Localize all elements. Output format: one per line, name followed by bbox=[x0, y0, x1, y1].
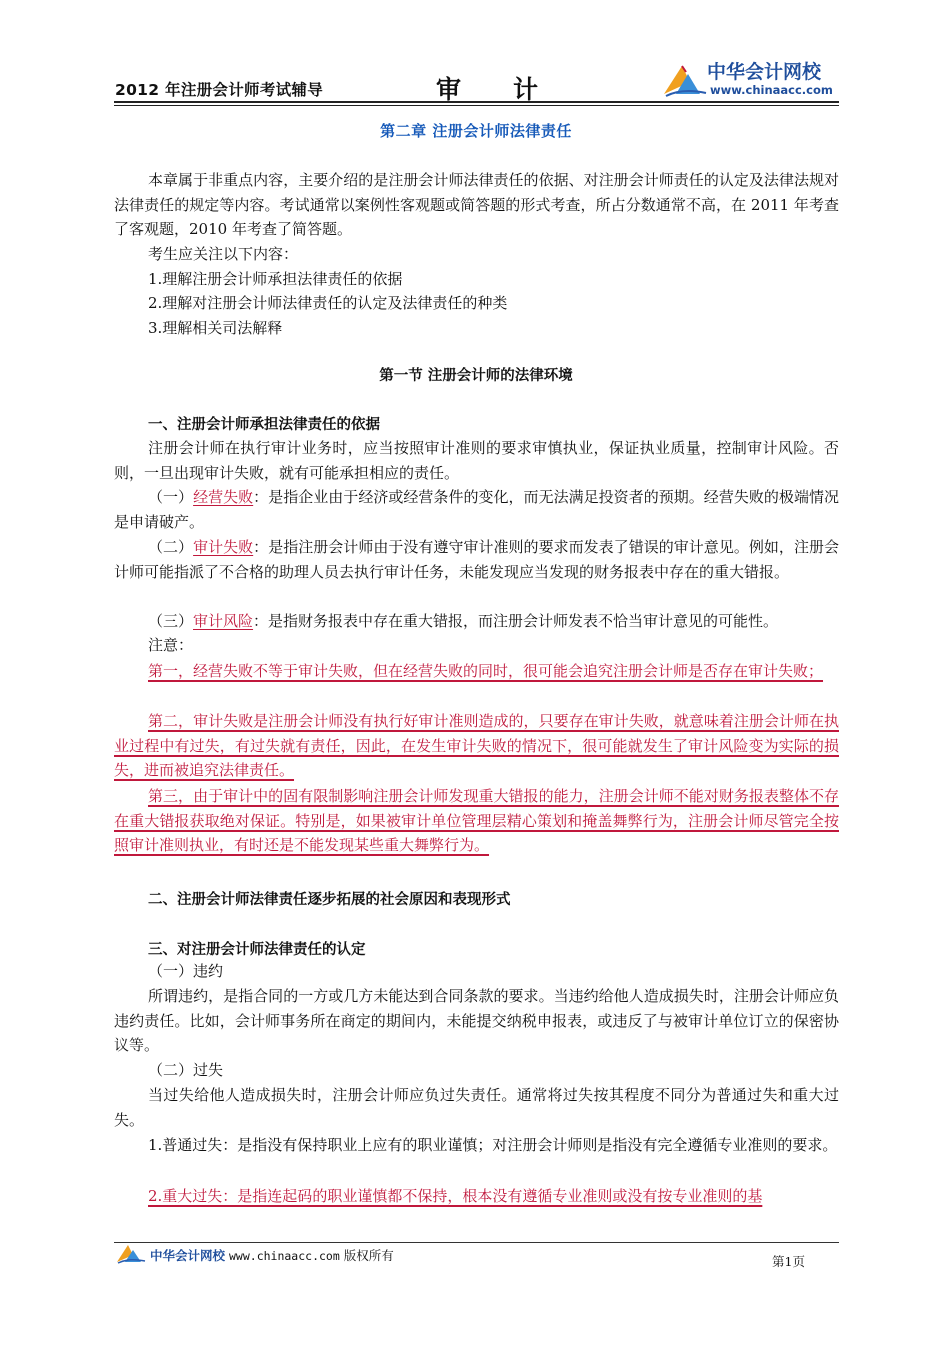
note-1-text: 第一，经营失败不等于审计失败，但在经营失败的同时，很可能会追究注册会计师是否存在审计失败； bbox=[148, 662, 824, 680]
gross-negligence-text: 2.重大过失：是指连起码的职业谨慎都不保持，根本没有遵循专业准则或没有按专业准则的基 bbox=[148, 1187, 763, 1205]
subject-title: 审计 bbox=[436, 75, 591, 104]
footer-rule bbox=[114, 1242, 839, 1243]
breach-label: （一）违约 bbox=[148, 962, 224, 980]
focus-item-3: 3.理解相关司法解释 bbox=[148, 319, 283, 337]
footer-brand: 中华会计网校 bbox=[150, 1248, 226, 1263]
focus-label: 考生应关注以下内容： bbox=[148, 245, 299, 263]
logo-name: 中华会计网校 bbox=[707, 61, 822, 83]
focus-item-2: 2.理解对注册会计师法律责任的认定及法律责任的种类 bbox=[148, 294, 508, 312]
negligence-label: （二）过失 bbox=[148, 1061, 224, 1079]
part1-heading: 一、注册会计师承担法律责任的依据 bbox=[148, 417, 380, 433]
note-1 bbox=[114, 659, 839, 684]
header-rule bbox=[114, 101, 839, 103]
breach-paragraph: 所谓违约，是指合同的一方或几方未能达到合同条款的要求。当违约给他人造成损失时，注册会计师应负违约责任。比如，会计师事务所在商定的期间内，未能提交纳税申报表，或违反了与被审计单位订立的保密协议等。 bbox=[114, 987, 839, 1054]
definition-prefix: （一） bbox=[148, 488, 194, 506]
term-business-failure: 经营失败 bbox=[193, 488, 254, 506]
definition-text: ：是指企业由于经济或经营条件的变化，而无法满足投资者的预期。经营失败的极端情况是申请破产。 bbox=[114, 488, 839, 531]
note-label: 注意： bbox=[148, 636, 194, 654]
logo-url: www.chinaacc.com bbox=[710, 83, 833, 97]
definition-prefix: （二） bbox=[148, 538, 194, 556]
section-title: 第一节 注册会计师的法律环境 bbox=[379, 368, 573, 384]
footer-copyright bbox=[150, 1246, 394, 1264]
chinaacc-logo bbox=[662, 56, 842, 100]
definition-prefix: （三） bbox=[148, 612, 194, 630]
definition-audit-risk bbox=[114, 609, 839, 634]
definition-text: ：是指注册会计师由于没有遵守审计准则的要求而发表了错误的审计意见。例如，注册会计师可能指派了不合格的助理人员去执行审计任务，未能发现应当发现的财务报表中存在的重大错报。 bbox=[114, 538, 839, 581]
page-number: 第1页 bbox=[772, 1254, 805, 1269]
term-audit-failure: 审计失败 bbox=[193, 538, 254, 556]
note-2 bbox=[114, 709, 839, 783]
part2-heading: 二、注册会计师法律责任逐步拓展的社会原因和表现形式 bbox=[148, 892, 511, 908]
note-2-text: 第二，审计失败是注册会计师没有执行好审计准则造成的，只要存在审计失败，就意味着注册会计师在执业过程中有过失，有过失就有责任，因此，在发生审计失败的情况下，很可能就发生了审计风险变为实际的损失，进而被追究法律责任。 bbox=[114, 712, 839, 779]
gross-negligence bbox=[114, 1184, 839, 1210]
definition-text: ：是指财务报表中存在重大错报，而注册会计师发表不恰当审计意见的可能性。 bbox=[253, 612, 779, 630]
part3-heading: 三、对注册会计师法律责任的认定 bbox=[148, 942, 366, 958]
logo-mark-icon bbox=[662, 60, 708, 98]
intro-paragraph: 本章属于非重点内容，主要介绍的是注册会计师法律责任的依据、对注册会计师责任的认定及法律法规对法律责任的规定等内容。考试通常以案例性客观题或简答题的形式考查，所占分数通常不高，在 2011 年考查了客观题，2010 年考查了简答题。 bbox=[114, 171, 839, 238]
note-3 bbox=[114, 784, 839, 858]
chapter-title: 第二章 注册会计师法律责任 bbox=[380, 122, 572, 140]
part1-paragraph: 注册会计师在执行审计业务时，应当按照审计准则的要求审慎执业，保证执业质量，控制审计风险。否则，一旦出现审计失败，就有可能承担相应的责任。 bbox=[114, 439, 839, 482]
series-title: 2012 年注册会计师考试辅导 bbox=[115, 81, 324, 99]
negligence-paragraph: 当过失给他人造成损失时，注册会计师应负过失责任。通常将过失按其程度不同分为普通过失和重大过失。 bbox=[114, 1086, 839, 1129]
focus-item-1: 1.理解注册会计师承担法律责任的依据 bbox=[148, 270, 403, 288]
header-rule-thin bbox=[114, 105, 839, 106]
footer-url: www.chinaacc.com bbox=[229, 1249, 340, 1263]
note-3-text: 第三，由于审计中的固有限制影响注册会计师发现重大错报的能力，注册会计师不能对财务报表整体不存在重大错报获取绝对保证。特别是，如果被审计单位管理层精心策划和掩盖舞弊行为，注册会计师尽管完全按照审计准则执业，有时还是不能发现某些重大舞弊行为。 bbox=[114, 787, 839, 854]
term-audit-risk: 审计风险 bbox=[193, 612, 254, 630]
footer-rights: 版权所有 bbox=[343, 1248, 394, 1263]
definition-business-failure bbox=[114, 485, 839, 534]
footer-logo-icon bbox=[115, 1241, 147, 1265]
definition-audit-failure bbox=[114, 535, 839, 584]
ordinary-negligence: 1.普通过失：是指没有保持职业上应有的职业谨慎；对注册会计师则是指没有完全遵循专业准则的要求。 bbox=[148, 1136, 838, 1154]
